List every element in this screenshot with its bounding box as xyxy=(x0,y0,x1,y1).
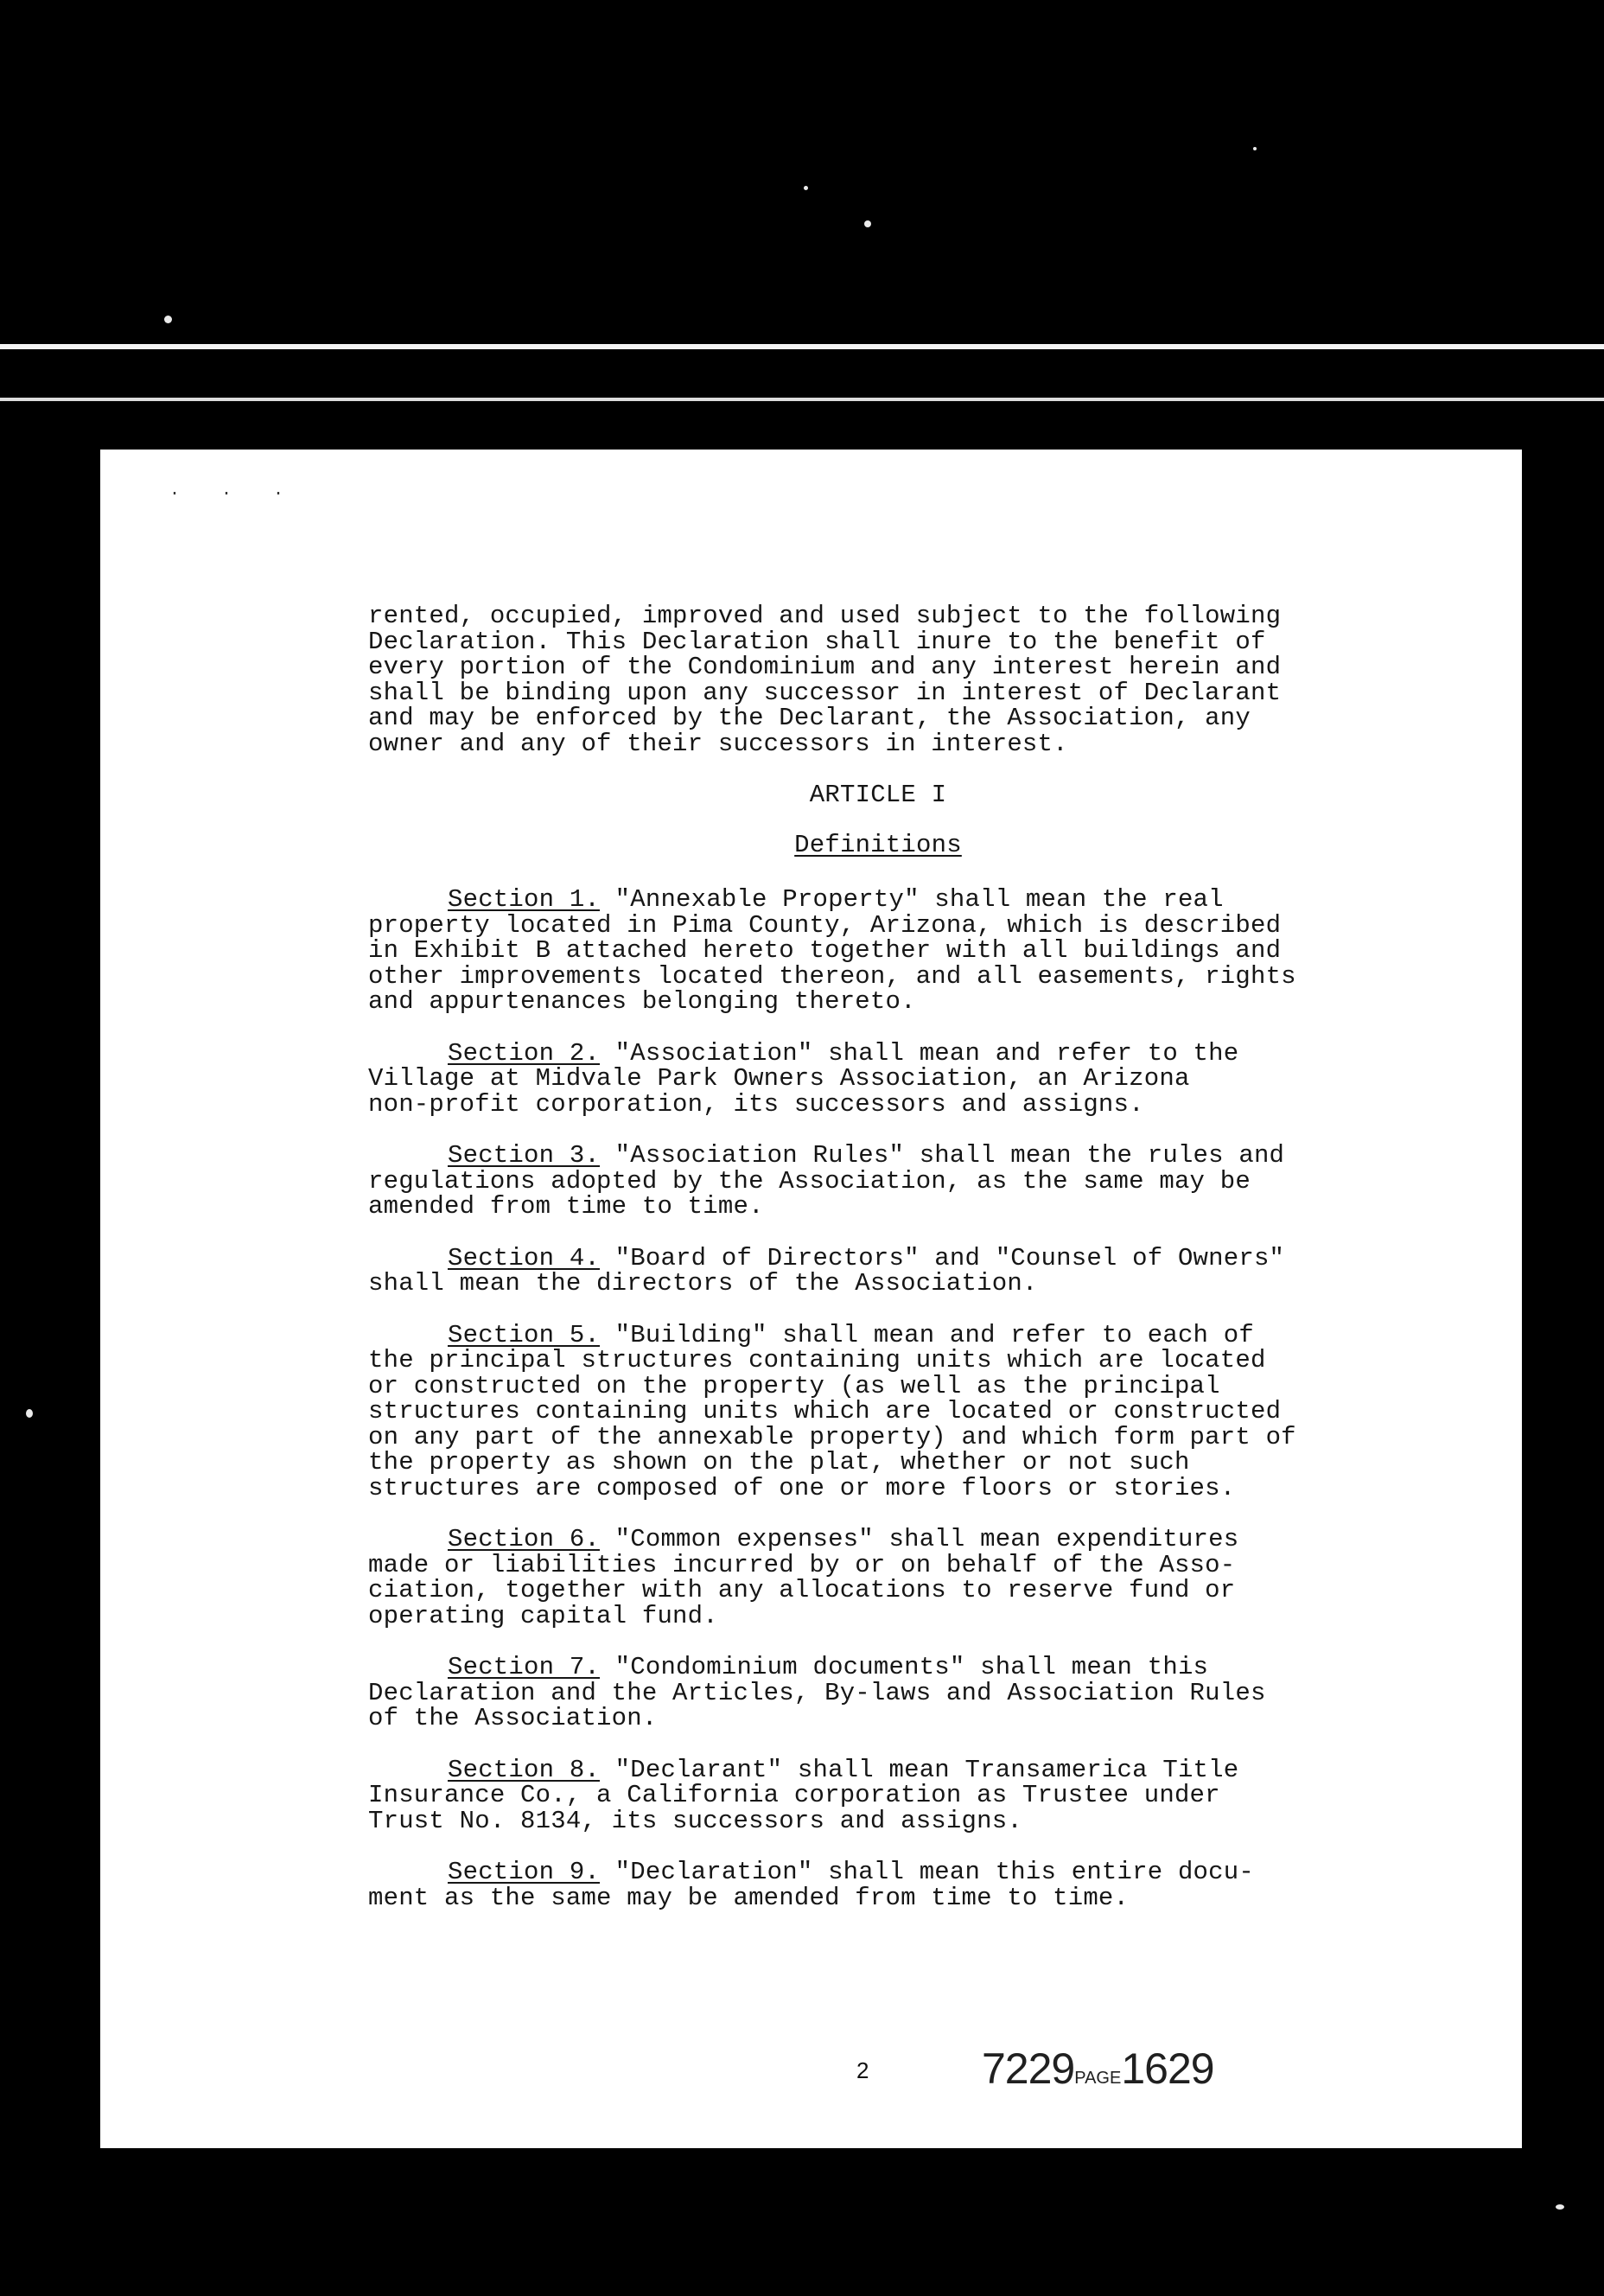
section-label: Section 9. xyxy=(448,1858,601,1886)
page-number: 2 xyxy=(856,2057,869,2083)
section-text: "Common expenses" shall mean expenditures made or liabilities incurred by or on behalf of the Asso- ciation, together with any allocations to reserve fund or operating capital fund. xyxy=(368,1525,1239,1630)
scan-speck xyxy=(864,220,871,227)
section-label: Section 4. xyxy=(448,1243,601,1272)
section-text: "Building" shall mean and refer to each of the principal structures containing units which are located or constructed on the property (as well as the principal structures containing units which are located or constructed on any part of the annexable property) and which form part of the property as shown on the plat, whether or not such structures are composed of one or more floors or stories. xyxy=(368,1320,1296,1502)
stamp-page-label: PAGE xyxy=(1074,2069,1122,2088)
section-text: "Declaration" shall mean this entire docu- ment as the same may be amended from time to time. xyxy=(368,1858,1254,1912)
section-8 xyxy=(368,1757,1492,1834)
section-label: Section 3. xyxy=(448,1141,601,1170)
section-text: "Declarant" shall mean Transamerica Title Insurance Co., a California corporation as Trustee under Trust No. 8134, its successors and assigns. xyxy=(368,1755,1239,1835)
scan-border-line xyxy=(0,344,1604,349)
section-text: "Condominium documents" shall mean this Declaration and the Articles, By-laws and Association Rules of the Association. xyxy=(368,1653,1266,1732)
section-text: "Annexable Property" shall mean the real property located in Pima County, Arizona, which is described in Exhibit B attached hereto together with all buildings and other improvements located thereon, and all easements, rights and appurtenances belonging thereto. xyxy=(368,885,1296,1016)
scan-border-line xyxy=(0,398,1604,401)
section-4 xyxy=(368,1243,1492,1298)
document-body xyxy=(368,603,1492,1936)
section-5 xyxy=(368,1320,1492,1502)
scan-speck xyxy=(804,186,808,190)
section-text: "Association Rules" shall mean the rules and regulations adopted by the Association, as the same may be amended from time to time. xyxy=(368,1141,1285,1221)
section-label: Section 7. xyxy=(448,1653,601,1681)
recording-stamp xyxy=(982,2044,1214,2094)
section-text: "Association" shall mean and refer to the Village at Midvale Park Owners Association, an Arizona non-profit corporation, its successors and assigns. xyxy=(368,1038,1239,1119)
section-1 xyxy=(368,887,1492,1015)
section-text: "Board of Directors" and "Counsel of Owners" shall mean the directors of the Association. xyxy=(368,1243,1285,1298)
scan-speck xyxy=(26,1409,33,1418)
section-label: Section 8. xyxy=(448,1755,601,1784)
document-page xyxy=(100,450,1522,2148)
section-label: Section 6. xyxy=(448,1525,601,1553)
stamp-page: 1629 xyxy=(1121,2044,1214,2093)
section-label: Section 5. xyxy=(448,1320,601,1349)
section-2 xyxy=(368,1038,1492,1119)
section-6 xyxy=(368,1527,1492,1629)
scan-dots: · · · xyxy=(169,484,300,504)
article-subheading-line xyxy=(368,832,1388,858)
article-subheading: Definitions xyxy=(794,830,962,859)
section-label: Section 1. xyxy=(448,885,601,914)
section-9 xyxy=(368,1859,1492,1910)
section-3 xyxy=(368,1143,1492,1220)
scan-speck xyxy=(164,316,172,323)
section-7 xyxy=(368,1655,1492,1732)
article-heading: ARTICLE I xyxy=(809,781,947,809)
scan-speck xyxy=(1253,147,1257,150)
stamp-book: 7229 xyxy=(982,2044,1075,2093)
section-label: Section 2. xyxy=(448,1038,601,1068)
intro-paragraph: rented, occupied, improved and used subject to the following Declaration. This Declaration shall inure to the benefit of every portion of the Condominium and any interest herein and shall be binding upon any successor in interest of Declarant and may be enforced by the Declarant, the Association, any owner and any of their successors in interest. xyxy=(368,602,1282,758)
scan-speck xyxy=(1556,2204,1564,2210)
